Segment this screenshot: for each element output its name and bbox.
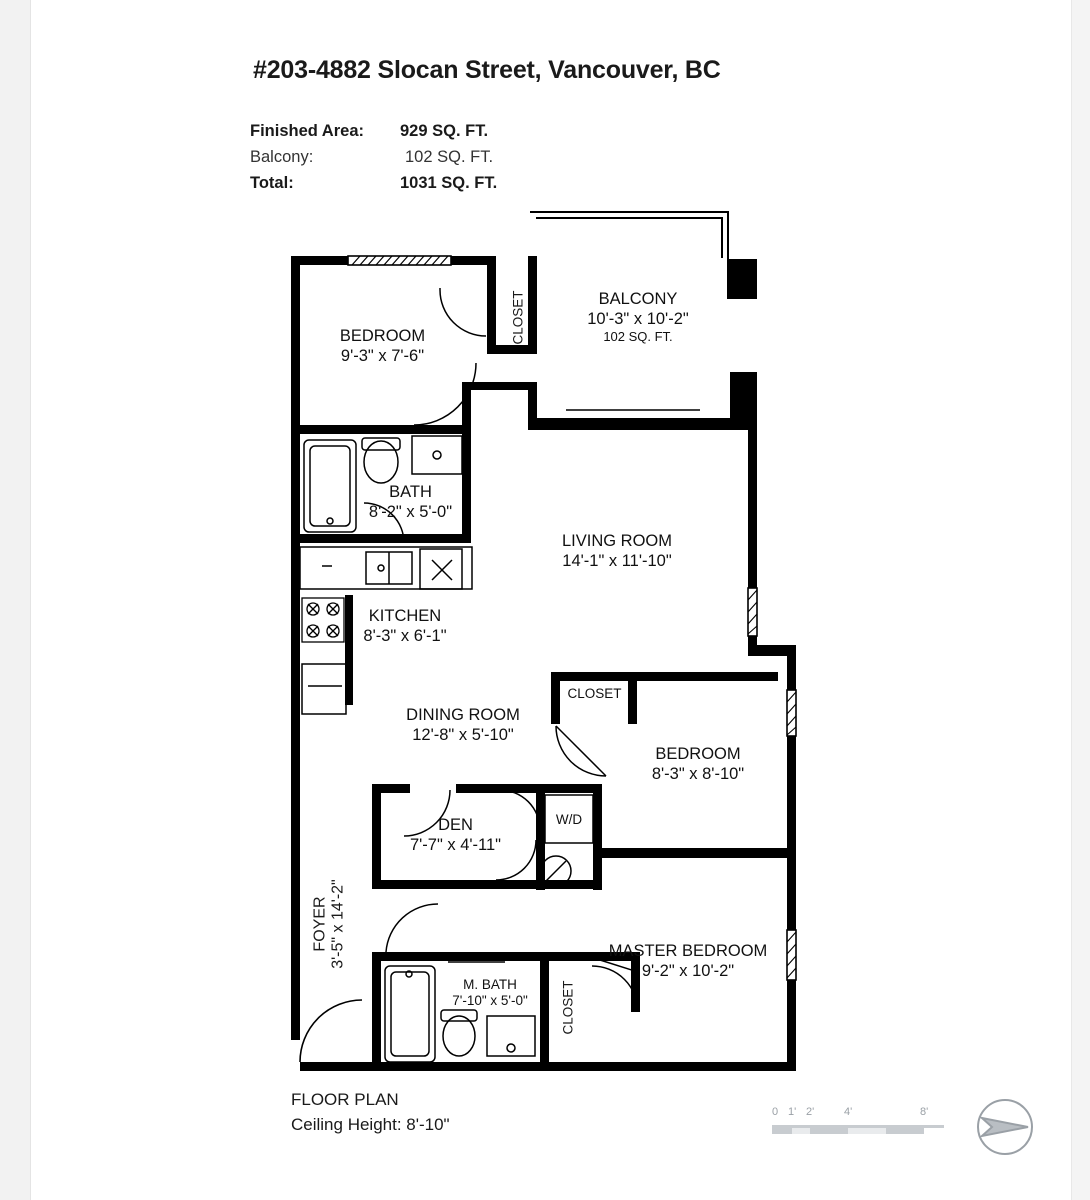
footer-line-1: FLOOR PLAN xyxy=(291,1090,399,1109)
room-name: W/D xyxy=(555,812,583,827)
room-dims: 7'-10" x 5'-0" xyxy=(452,993,528,1009)
scale-tick-1: 1' xyxy=(788,1106,797,1118)
room-dims: 8'-3" x 8'-10" xyxy=(651,765,745,784)
scale-tick-labels xyxy=(772,1106,944,1119)
room-label-master-bedroom xyxy=(598,941,778,981)
room-name: DEN xyxy=(438,816,473,834)
room-label-foyer xyxy=(312,867,348,982)
room-label-dining-room xyxy=(368,705,558,745)
room-name: BALCONY xyxy=(598,290,678,308)
room-label-balcony xyxy=(548,289,728,345)
room-label-laundry xyxy=(541,812,597,828)
room-label-living-room xyxy=(517,531,717,571)
scale-tick-2: 2' xyxy=(806,1106,815,1118)
room-dims: 12'-8" x 5'-10" xyxy=(412,726,514,745)
area-value-finished: 929 SQ. FT. xyxy=(400,121,489,140)
page-title: #203-4882 Slocan Street, Vancouver, BC xyxy=(253,56,721,84)
room-label-den xyxy=(383,815,528,855)
scale-bar xyxy=(772,1106,944,1140)
room-dims: 14'-1" x 11'-10" xyxy=(562,552,672,571)
scale-tick-3: 4' xyxy=(844,1106,853,1118)
room-name: CLOSET xyxy=(510,290,526,345)
scale-graphic xyxy=(772,1122,944,1138)
scale-tick-4: 8' xyxy=(920,1106,929,1118)
room-label-master-bath xyxy=(430,977,550,1010)
room-label-bath xyxy=(318,482,503,522)
room-name: KITCHEN xyxy=(368,607,442,625)
area-label-balcony: Balcony: xyxy=(250,147,314,166)
room-label-bedroom-second xyxy=(603,744,793,784)
room-label-bedroom-front xyxy=(290,326,475,366)
room-name: MASTER BEDROOM xyxy=(608,942,768,960)
footer-line-2: Ceiling Height: 8'-10" xyxy=(291,1114,450,1134)
room-name: CLOSET xyxy=(560,980,576,1035)
area-value-balcony: 102 SQ. FT. xyxy=(405,147,494,166)
area-label-finished: Finished Area: xyxy=(250,121,364,140)
area-value-total: 1031 SQ. FT. xyxy=(400,173,498,192)
room-name: BATH xyxy=(389,483,432,501)
room-label-kitchen xyxy=(320,606,490,646)
room-dims: 8'-2" x 5'-0" xyxy=(368,503,453,522)
room-name: M. BATH xyxy=(463,977,517,992)
room-name: CLOSET xyxy=(567,686,622,701)
room-name: LIVING ROOM xyxy=(561,532,672,550)
area-label-total: Total: xyxy=(250,173,294,192)
scale-tick-0: 0 xyxy=(772,1106,779,1118)
room-area: 102 SQ. FT. xyxy=(603,329,673,345)
room-dims: 3'-5" x 14'-2" xyxy=(329,879,347,969)
room-dims: 9'-2" x 10'-2" xyxy=(641,962,735,981)
room-name: BEDROOM xyxy=(655,745,741,763)
room-name: BEDROOM xyxy=(339,327,426,345)
room-dims: 10'-3" x 10'-2" xyxy=(587,310,689,329)
room-name: DINING ROOM xyxy=(406,706,520,724)
room-dims: 8'-3" x 6'-1" xyxy=(363,627,447,646)
room-label-closet-mid xyxy=(552,686,637,702)
footer-caption xyxy=(291,1088,450,1137)
room-label-closet-master xyxy=(561,968,576,1048)
room-dims: 9'-3" x 7'-6" xyxy=(340,347,425,366)
room-name: FOYER xyxy=(311,896,329,952)
north-compass-icon xyxy=(966,1096,1044,1158)
room-dims: 7'-7" x 4'-11" xyxy=(409,836,502,855)
room-label-closet-front xyxy=(511,278,526,358)
